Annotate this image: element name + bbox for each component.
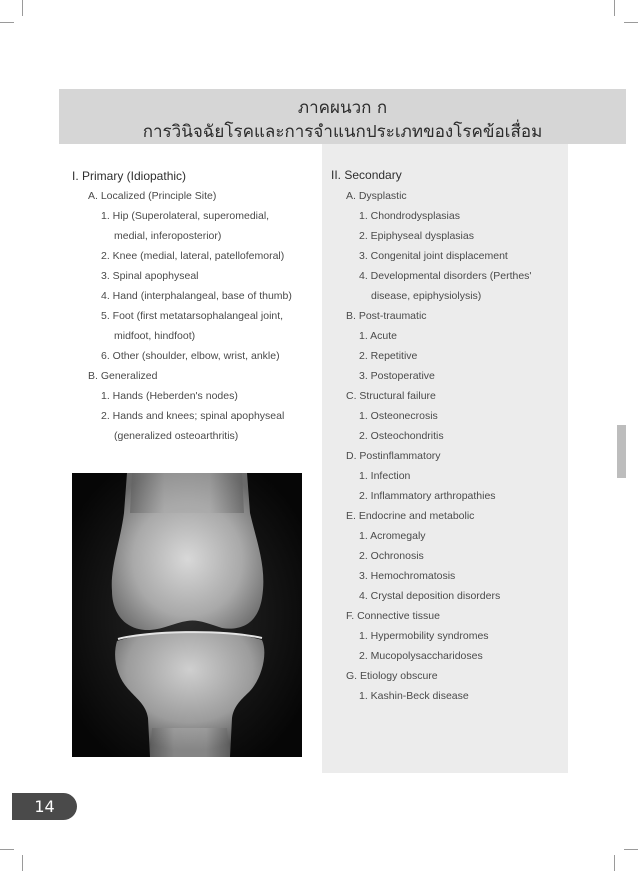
list-item: E. Endocrine and metabolic [346,510,475,522]
list-item: F. Connective tissue [346,610,440,622]
list-item: 5. Foot (first metatarsophalangeal joint, [101,310,284,322]
list-item: B. Post-traumatic [346,310,427,322]
list-item: 1. Hands (Heberden's nodes) [101,390,238,402]
list-item: 2. Osteochondritis [359,430,444,442]
list-item: 1. Hip (Superolateral, superomedial, [101,210,270,222]
list-item: 2. Repetitive [359,350,418,362]
list-item: 3. Hemochromatosis [359,570,456,582]
list-item: medial, inferoposterior) [114,230,222,242]
list-item: 3. Congenital joint displacement [359,250,508,262]
crop-mark [22,855,23,871]
side-tab [617,425,626,478]
secondary-heading: II. Secondary [331,168,402,182]
page-subtitle: การวินิจฉัยโรคและการจำแนกประเภทของโรคข้อเสื่อม [142,122,543,142]
crop-mark [624,22,638,23]
list-item: 2. Inflammatory arthropathies [359,490,496,502]
list-item: 1. Chondrodysplasias [359,210,460,222]
crop-mark [614,0,615,16]
list-item: (generalized osteoarthritis) [114,430,239,442]
list-item: 2. Mucopolysaccharidoses [359,650,483,662]
list-item: B. Generalized [88,370,158,382]
list-item: 2. Hands and knees; spinal apophyseal [101,410,285,422]
list-item: 1. Hypermobility syndromes [359,630,489,642]
list-item: A. Dysplastic [346,190,407,202]
header-band [59,89,626,144]
list-item: 1. Acute [359,330,397,342]
list-item: 4. Developmental disorders (Perthes' [359,270,532,282]
list-item: 3. Postoperative [359,370,435,382]
list-item: 1. Kashin-Beck disease [359,690,469,702]
list-item: 2. Ochronosis [359,550,424,562]
list-item: 6. Other (shoulder, elbow, wrist, ankle) [101,350,280,362]
list-item: 2. Epiphyseal dysplasias [359,230,474,242]
list-item: disease, epiphysiolysis) [371,290,482,302]
list-item: 4. Hand (interphalangeal, base of thumb) [101,290,292,302]
list-item: G. Etiology obscure [346,670,438,682]
list-item: A. Localized (Principle Site) [88,190,217,202]
page-number-badge: 14 [12,793,77,820]
list-item: midfoot, hindfoot) [114,330,196,342]
crop-mark [22,0,23,16]
crop-mark [614,855,615,871]
crop-mark [624,849,638,850]
crop-mark [0,849,14,850]
list-item: D. Postinflammatory [346,450,441,462]
page-title: ภาคผนวก ก [297,98,388,118]
primary-heading: I. Primary (Idiopathic) [72,169,187,183]
list-item: 4. Crystal deposition disorders [359,590,501,602]
knee-xray-image [72,473,302,757]
crop-mark [0,22,14,23]
list-item: 1. Osteonecrosis [359,410,438,422]
list-item: C. Structural failure [346,390,436,402]
list-item: 3. Spinal apophyseal [101,270,199,282]
list-item: 2. Knee (medial, lateral, patellofemoral) [101,250,285,262]
list-item: 1. Infection [359,470,411,482]
list-item: 1. Acromegaly [359,530,426,542]
